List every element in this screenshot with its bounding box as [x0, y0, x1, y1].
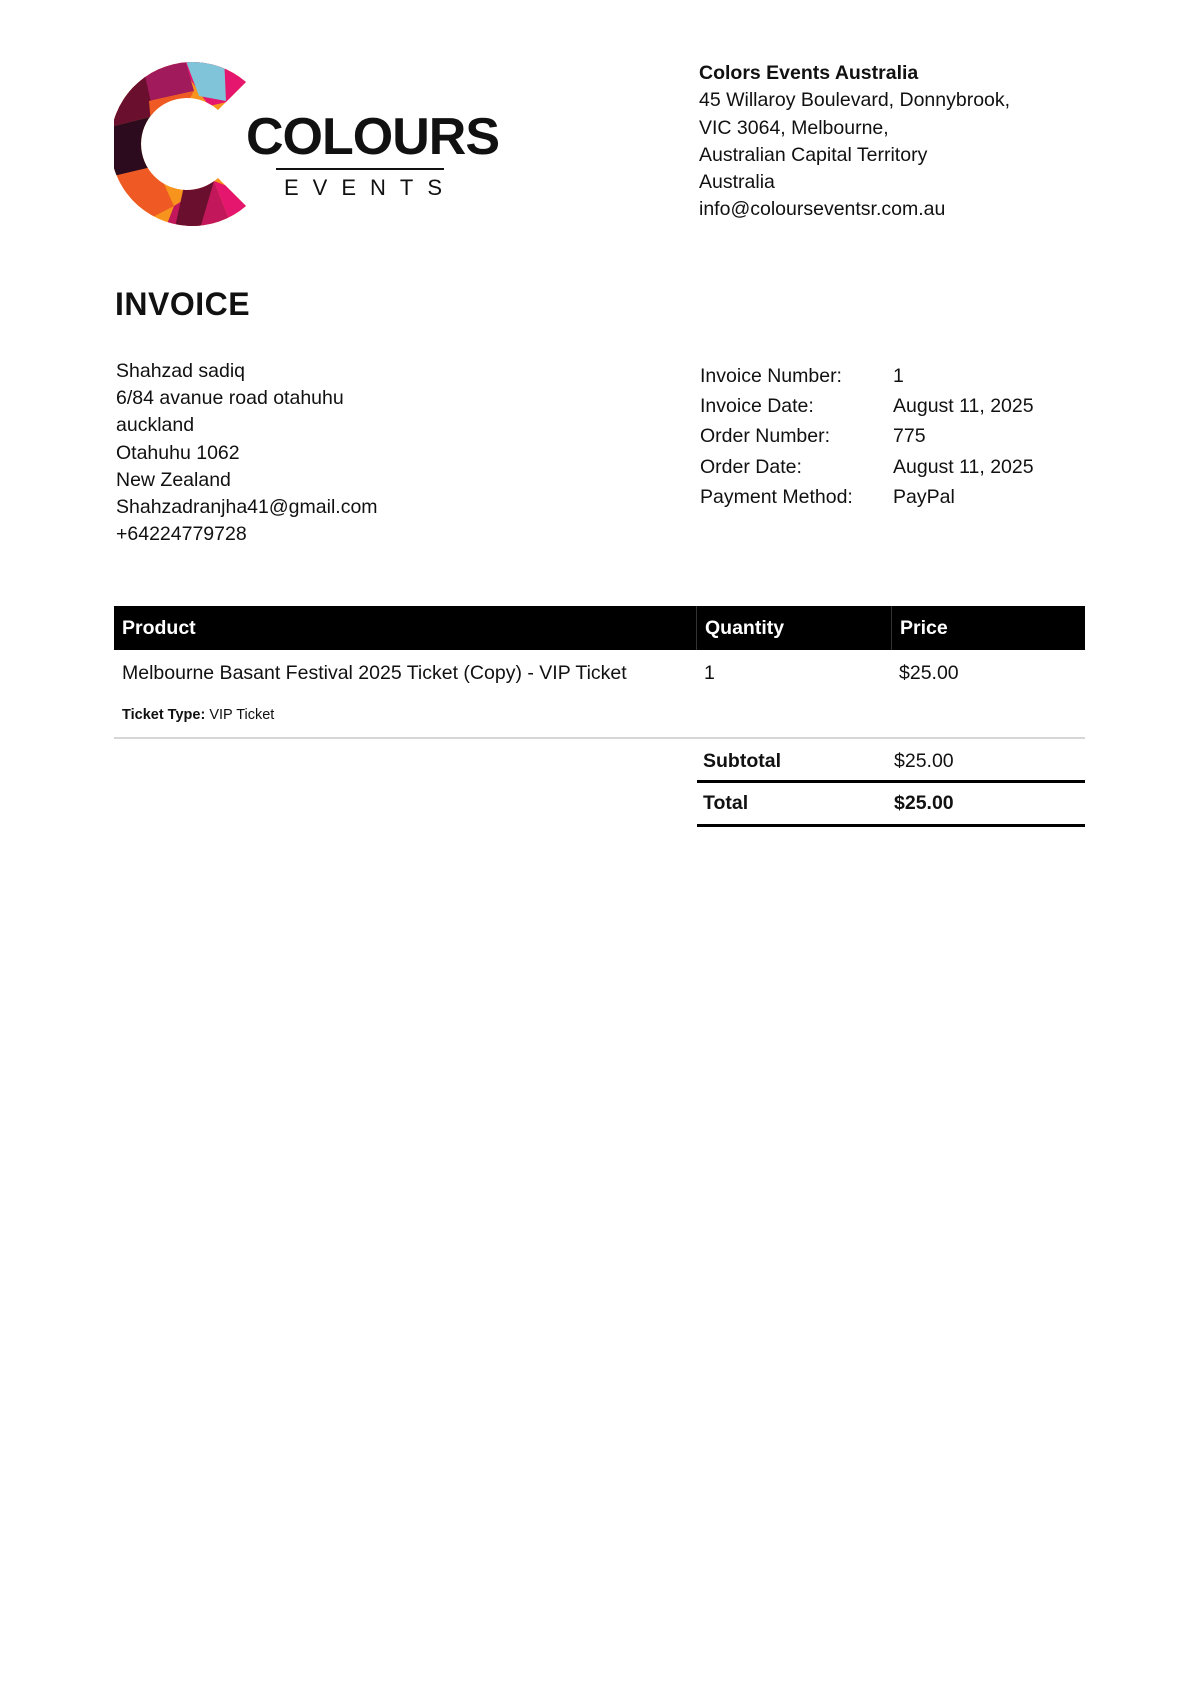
meta-value: August 11, 2025 — [893, 455, 1034, 478]
totals — [697, 742, 1085, 827]
total-label: Total — [703, 792, 749, 814]
meta-label: Invoice Number: — [700, 364, 842, 387]
billing-address — [116, 358, 378, 548]
order-details — [700, 361, 1034, 512]
billing-address-line: New Zealand — [116, 468, 231, 491]
payment-method-row — [700, 482, 1034, 512]
order-number-row — [700, 422, 1034, 452]
company-logo — [114, 56, 499, 232]
meta-label: Order Date: — [700, 455, 802, 478]
header-product: Product — [122, 616, 196, 639]
table-row — [114, 650, 1085, 739]
logo-wordmark: COLOURS — [246, 108, 499, 166]
meta-label: Payment Method: — [700, 485, 853, 508]
meta-value: 775 — [893, 425, 926, 448]
header-quantity: Quantity — [696, 606, 891, 650]
company-address-line: Australian Capital Territory — [699, 143, 928, 166]
product-quantity: 1 — [704, 662, 715, 684]
customer-email: Shahzadranjha41@gmail.com — [116, 496, 378, 519]
meta-label: Invoice Date: — [700, 394, 814, 417]
customer-name: Shahzad sadiq — [116, 360, 246, 382]
total-row — [697, 783, 1085, 827]
company-details — [699, 60, 1010, 224]
billing-address-line: 6/84 avanue road otahuhu — [116, 387, 344, 410]
header-price: Price — [891, 606, 1085, 650]
product-price: $25.00 — [899, 662, 959, 684]
company-address-line: VIC 3064, Melbourne, — [699, 116, 889, 139]
product-name: Melbourne Basant Festival 2025 Ticket (Copy) - VIP Ticket — [122, 662, 627, 684]
page-title: INVOICE — [115, 286, 251, 322]
subtotal-label: Subtotal — [703, 749, 781, 772]
items-table — [114, 606, 1085, 739]
item-meta — [114, 707, 1085, 731]
row-divider — [114, 737, 1085, 739]
company-address-line: 45 Willaroy Boulevard, Donnybrook, — [699, 89, 1011, 112]
table-header — [114, 606, 1085, 650]
item-meta-value: VIP Ticket — [209, 707, 275, 723]
billing-address-line: Otahuhu 1062 — [116, 441, 240, 464]
billing-address-line: auckland — [116, 414, 195, 437]
subtotal-value: $25.00 — [894, 749, 954, 772]
subtotal-row — [697, 742, 1085, 783]
customer-phone: +64224779728 — [116, 523, 247, 546]
meta-label: Order Number: — [700, 425, 831, 448]
company-name: Colors Events Australia — [699, 62, 919, 84]
company-address-line: Australia — [699, 171, 775, 194]
colours-c-emblem — [114, 56, 254, 232]
order-date-row — [700, 452, 1034, 482]
meta-value: 1 — [893, 364, 904, 387]
meta-value: PayPal — [893, 485, 955, 508]
total-value: $25.00 — [894, 792, 954, 814]
item-meta-key: Ticket Type: — [122, 707, 206, 723]
logo-subtitle: EVENTS — [284, 175, 457, 200]
logo-divider — [276, 168, 444, 170]
invoice-number-row — [700, 361, 1034, 391]
invoice-date-row — [700, 391, 1034, 421]
meta-value: August 11, 2025 — [893, 394, 1034, 417]
company-email: info@colourseventsr.com.au — [699, 198, 946, 221]
